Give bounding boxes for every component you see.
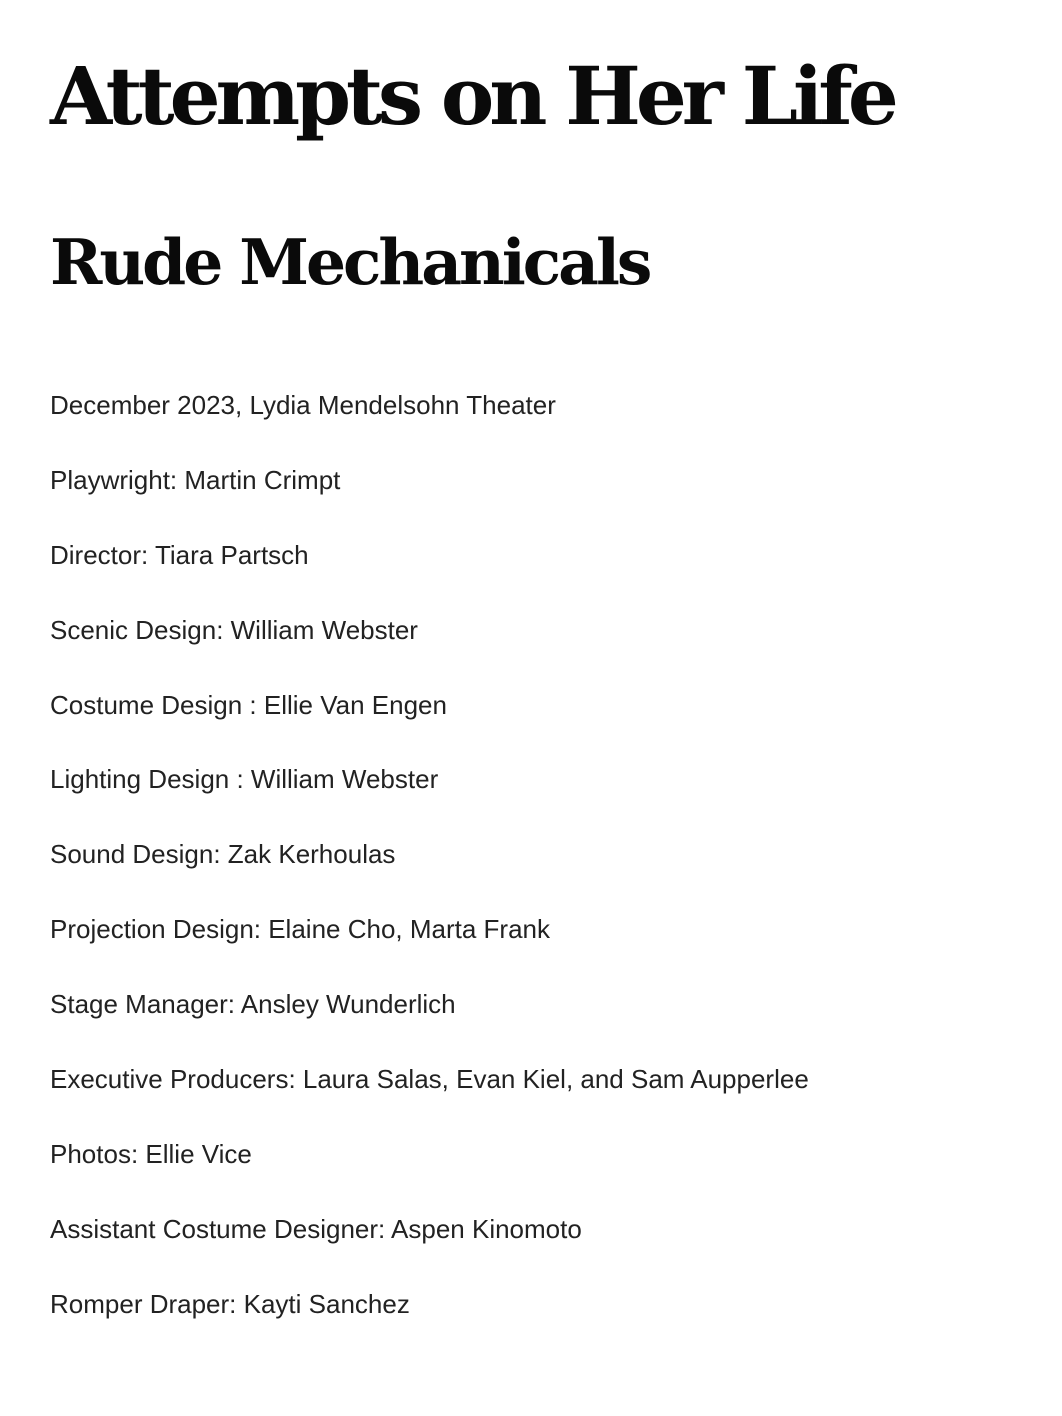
production-page: [50, 0, 1062, 1416]
credit-sound-design: Sound Design: Zak Kerhoulas: [50, 839, 396, 870]
credit-assistant-costume-designer: Assistant Costume Designer: Aspen Kinomoto: [50, 1213, 582, 1244]
credit-lighting-design: Lighting Design : William Webster: [50, 764, 439, 795]
credit-projection-design: Projection Design: Elaine Cho, Marta Frank: [50, 914, 551, 945]
credit-date-venue: December 2023, Lydia Mendelsohn Theater: [50, 390, 556, 420]
credit-stage-manager: Stage Manager: Ansley Wunderlich: [50, 989, 456, 1020]
credit-playwright: Playwright: Martin Crimpt: [50, 464, 341, 495]
credits-list: [50, 388, 809, 1362]
page-title: Attempts on Her Life: [50, 49, 894, 143]
credit-scenic-design: Scenic Design: William Webster: [50, 614, 418, 645]
credit-romper-draper: Romper Draper: Kayti Sanchez: [50, 1288, 410, 1319]
credit-photos: Photos: Ellie Vice: [50, 1138, 252, 1169]
credit-executive-producers: Executive Producers: Laura Salas, Evan Kiel, and Sam Aupperlee: [50, 1064, 809, 1095]
company-subtitle: Rude Mechanicals: [50, 225, 650, 299]
credit-director: Director: Tiara Partsch: [50, 539, 309, 570]
credit-costume-design: Costume Design : Ellie Van Engen: [50, 689, 447, 720]
